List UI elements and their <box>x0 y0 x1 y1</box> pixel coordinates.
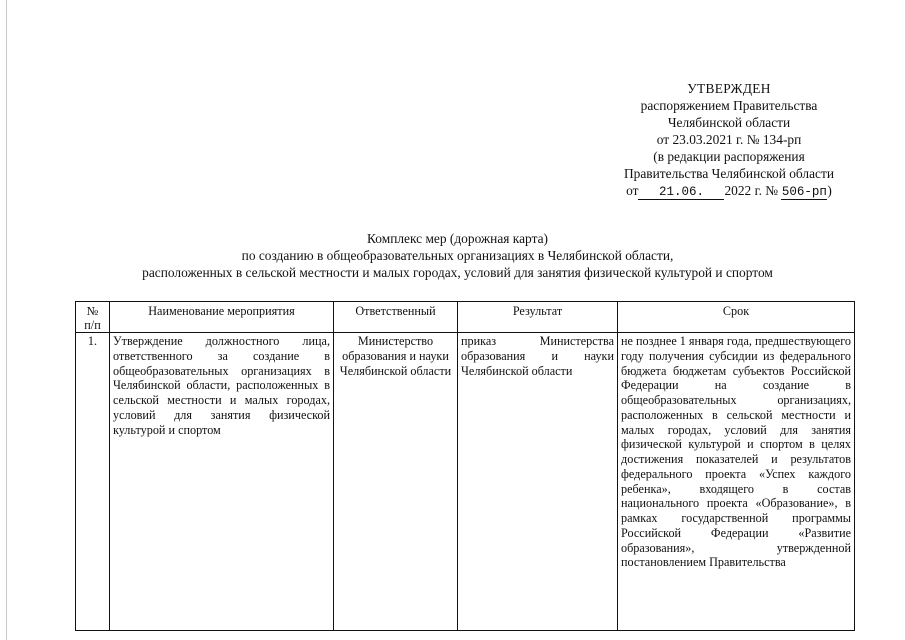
roadmap-table <box>75 301 855 631</box>
page-edge-line <box>6 0 7 640</box>
header-responsible: Ответственный <box>334 302 458 333</box>
approval-line-4: (в редакции распоряжения <box>653 149 805 164</box>
header-result: Результат <box>458 302 618 333</box>
amendment-number-field: 506-рп <box>781 185 827 199</box>
row-result-cell: приказ Министерства образования и науки Челябинской области <box>458 333 618 631</box>
approval-heading: УТВЕРЖДЕН <box>687 81 771 96</box>
document-title <box>60 230 855 281</box>
amendment-date-field: 21.06. <box>638 186 724 200</box>
row-deadline-cell: не позднее 1 января года, предшествующего году получения субсидии из федерального бюджета бюджетам субъектов Российской Федерации на создание в общеобразовательных организациях, расположенных в сельской местности и малых городах, условий для занятия физической культурой и спортом в целях достижения показателей и результатов федерального проекта «Успех каждого ребенка», входящего в состав национального проекта «Образование», в рамках государственной программы Российской Федерации «Развитие образования», утвержденной постановлением Правительства <box>618 333 855 631</box>
amendment-close-paren: ) <box>827 183 832 198</box>
table-row <box>76 333 855 631</box>
row-number-cell: 1. <box>76 333 110 631</box>
title-line-1: Комплекс мер (дорожная карта) <box>367 231 548 246</box>
row-activity-cell: Утверждение должностного лица, ответственного за создание в общеобразовательных организациях в Челябинской области, расположенных в сельской местности и малых городах, условий для занятия физической культурой и спортом <box>110 333 334 631</box>
approval-line-3: от 23.03.2021 г. № 134-рп <box>656 132 802 147</box>
header-number-line-2: п/п <box>84 318 101 332</box>
header-activity: Наименование мероприятия <box>110 302 334 333</box>
header-deadline: Срок <box>618 302 855 333</box>
approval-line-5: Правительства Челябинской области <box>624 166 834 181</box>
approval-line-1: распоряжением Правительства <box>640 98 818 113</box>
approval-line-2: Челябинской области <box>667 115 791 130</box>
amendment-from-prefix: от <box>626 183 639 198</box>
table-header-row <box>76 302 855 333</box>
amendment-year-text: 2022 г. № <box>724 183 779 198</box>
approval-stamp-block <box>600 80 858 200</box>
approval-amendment-line <box>600 182 858 200</box>
row-responsible-cell: Министерство образования и науки Челябинской области <box>334 333 458 631</box>
title-line-3: расположенных в сельской местности и малых городах, условий для занятия физической культурой и спортом <box>142 265 773 280</box>
header-number-line-1: № <box>86 304 99 318</box>
title-line-2: по созданию в общеобразовательных организациях в Челябинской области, <box>241 248 674 263</box>
header-number <box>76 302 110 333</box>
